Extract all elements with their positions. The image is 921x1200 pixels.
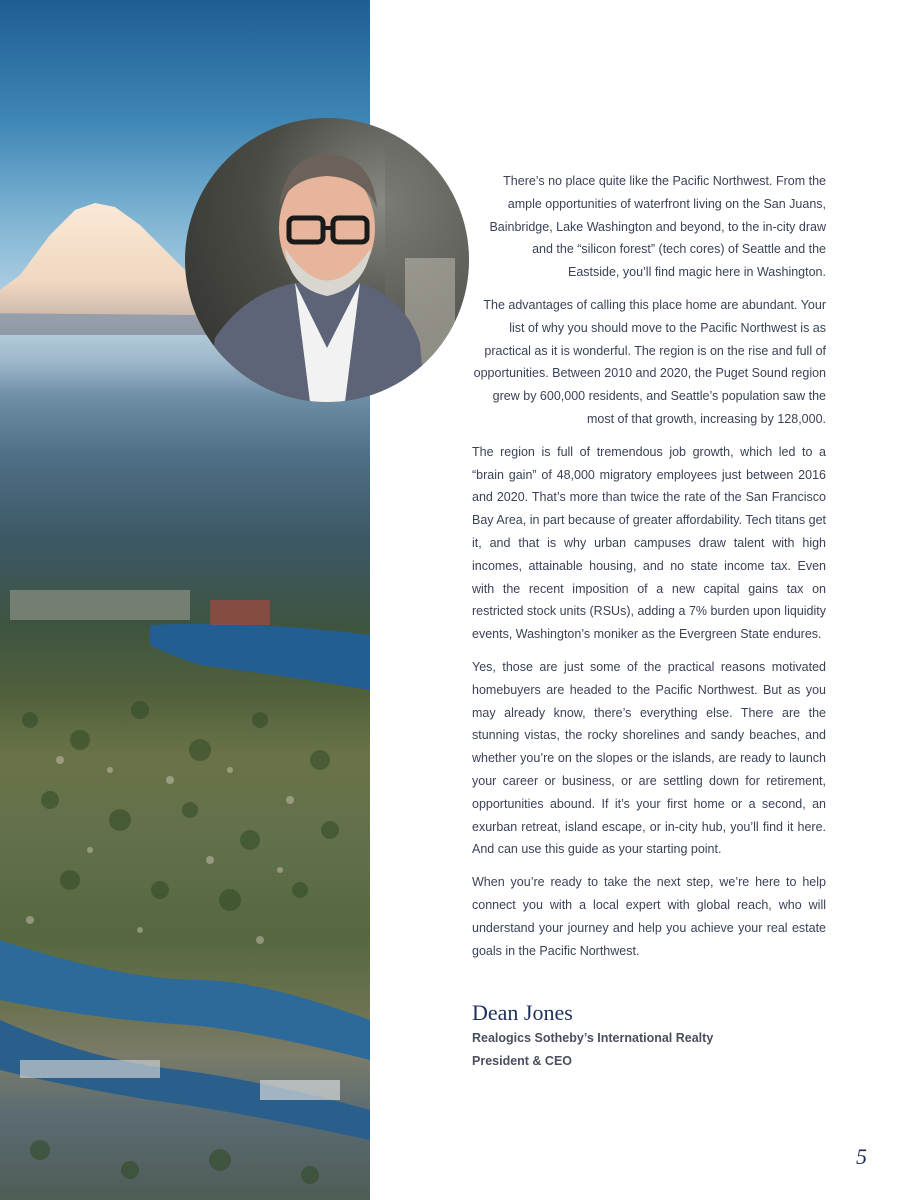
article-body [472,170,826,972]
paragraph-1: There’s no place quite like the Pacific Northwest. From the ample opportunities of waterfront living on the San Juans, Bainbridge, Lake Washington and beyond, to the in-city draw and the “silicon forest” (tech cores) of Seattle and the Eastside, you’ll find magic here in Washington. [489,174,826,280]
paragraph-2: The advantages of calling this place home are abundant. Your list of why you should move to the Pacific Northwest is as practical as it is wonderful. The region is on the rise and full of opportunities. Between 2010 and 2020, the Puget Sound region grew by 600,000 residents, and Seattle’s population saw the most of that growth, increasing by 128,000. [473,297,826,426]
page-number: 5 [856,1144,867,1169]
paragraph-5: When you’re ready to take the next step, we’re here to help connect you with a local expert with global reach, who will understand your journey and help you achieve your real estate goals in the Pacific Northwest. [472,875,826,958]
signature-title: President & CEO [472,1054,573,1068]
portrait-figure [185,118,469,402]
portrait-photo [185,118,469,402]
paragraph-3: The region is full of tremendous job growth, which led to a “brain gain” of 48,000 migratory employees just between 2016 and 2020. That’s more than twice the rate of the San Francisco Bay Area, in part because of greater affordability. Tech titans get it, and that is why urban campuses draw talent with high incomes, attainable housing, and no state income tax. Even with the recent imposition of a new capital gains tax on restricted stock units (RSUs), adding a 7% burden upon liquidity events, Washington’s moniker as the Evergreen State endures. [472,444,826,642]
signature-company: Realogics Sotheby’s International Realty [472,1031,714,1045]
signature-name: Dean Jones [472,1000,573,1025]
city-landscape [0,420,370,1200]
paragraph-4: Yes, those are just some of the practical reasons motivated homebuyers are headed to the Pacific Northwest. But as you may already know, there’s everything else. There are the stunning vistas, the rocky shorelines and sandy beaches, and whether you’re on the slopes or the islands, are ready to launch your career or business, or are settling down for retirement, opportunities abound. If it’s your first home or a second, an exurban retreat, island escape, or in-city hub, you’ll find it here. And can use this guide as your starting point. [472,659,826,857]
